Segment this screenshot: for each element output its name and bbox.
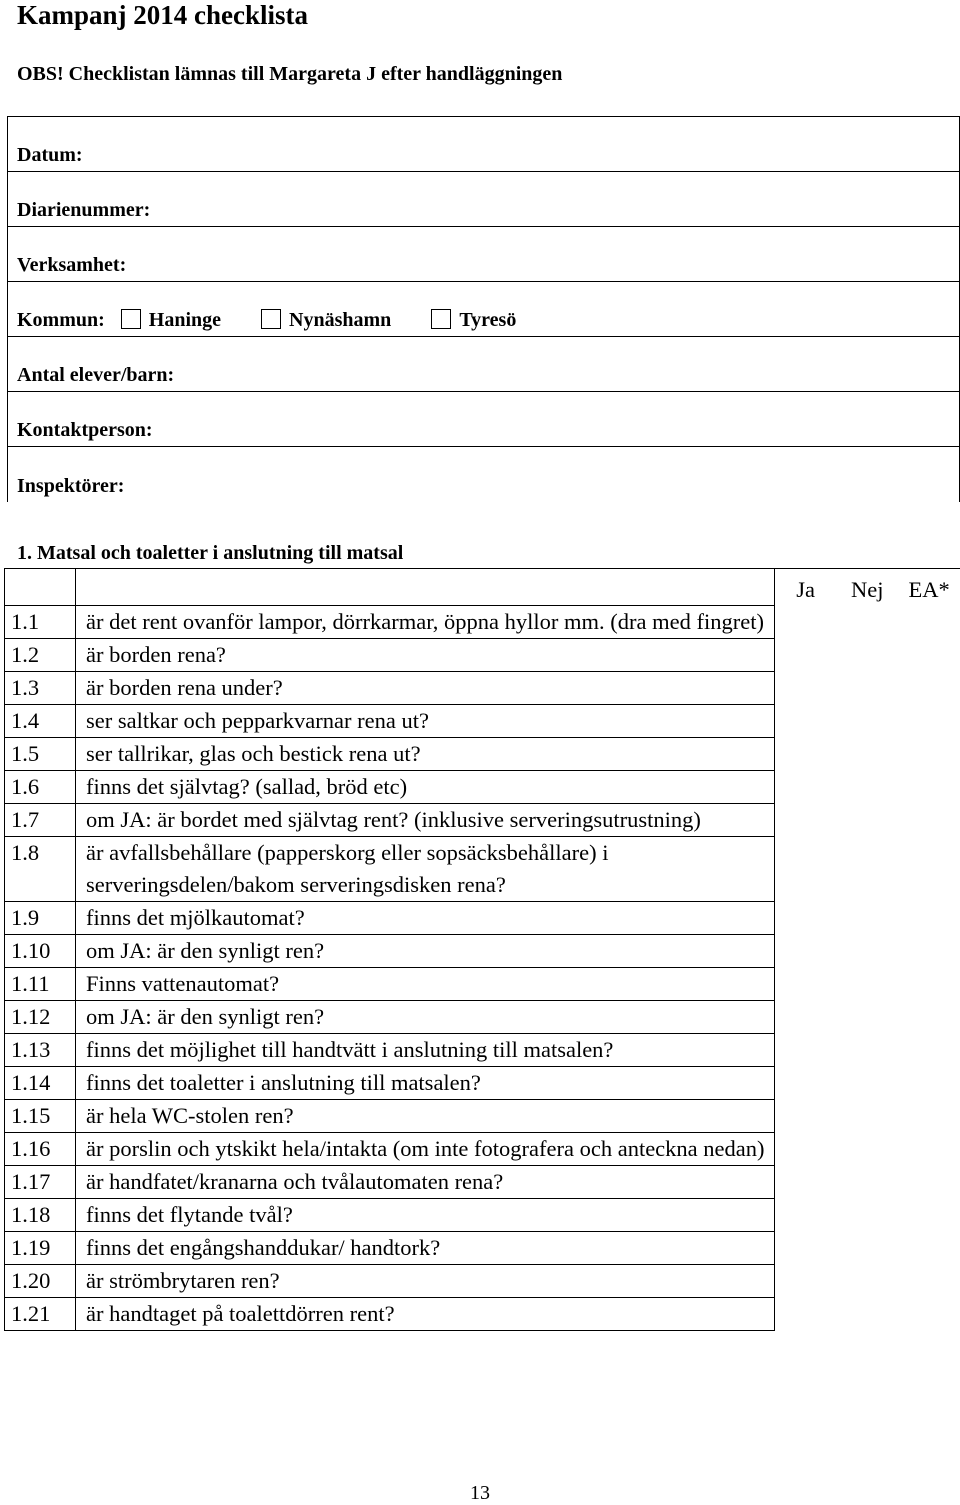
column-header-no: Nej <box>836 569 898 606</box>
answer-cell-no[interactable] <box>836 837 898 902</box>
checklist-row <box>5 672 960 705</box>
answer-cell-na[interactable] <box>898 738 960 771</box>
checklist-row <box>5 1265 960 1298</box>
answer-cell-no[interactable] <box>836 935 898 968</box>
header-blank-question <box>76 569 775 606</box>
item-question: är avfallsbehållare (papperskorg eller sopsäcksbehållare) i serveringsdelen/bakom serveringsdisken rena? <box>76 837 775 902</box>
answer-cell-na[interactable] <box>898 1001 960 1034</box>
answer-cell-na[interactable] <box>898 1100 960 1133</box>
checklist-row <box>5 1100 960 1133</box>
answer-cell-no[interactable] <box>836 606 898 639</box>
item-question: Finns vattenautomat? <box>76 968 775 1001</box>
checklist-row <box>5 1067 960 1100</box>
checklist-row <box>5 639 960 672</box>
answer-cell-yes[interactable] <box>775 1001 837 1034</box>
column-header-na: EA* <box>898 569 960 606</box>
answer-cell-yes[interactable] <box>775 1067 837 1100</box>
item-question: är porslin och ytskikt hela/intakta (om inte fotografera och anteckna nedan) <box>76 1133 775 1166</box>
item-question: finns det mjölkautomat? <box>76 902 775 935</box>
answer-cell-na[interactable] <box>898 1067 960 1100</box>
answer-cell-na[interactable] <box>898 1034 960 1067</box>
item-question: finns det toaletter i anslutning till matsalen? <box>76 1067 775 1100</box>
checklist-row <box>5 1001 960 1034</box>
checklist-row <box>5 968 960 1001</box>
item-question: finns det flytande tvål? <box>76 1199 775 1232</box>
answer-cell-yes[interactable] <box>775 1133 837 1166</box>
answer-cell-na[interactable] <box>898 606 960 639</box>
item-number: 1.9 <box>5 902 76 935</box>
answer-cell-yes[interactable] <box>775 935 837 968</box>
answer-cell-na[interactable] <box>898 968 960 1001</box>
item-number: 1.4 <box>5 705 76 738</box>
answer-cell-na[interactable] <box>898 902 960 935</box>
answer-cell-na[interactable] <box>898 771 960 804</box>
checkbox-nynashamn[interactable] <box>261 309 281 329</box>
item-question: är borden rena under? <box>76 672 775 705</box>
item-question: är handfatet/kranarna och tvålautomaten rena? <box>76 1166 775 1199</box>
business-field[interactable]: Verksamhet: <box>8 227 960 282</box>
column-header-yes: Ja <box>775 569 837 606</box>
item-question: om JA: är bordet med självtag rent? (inklusive serveringsutrustning) <box>76 804 775 837</box>
answer-cell-yes[interactable] <box>775 1298 837 1331</box>
date-field[interactable]: Datum: <box>8 117 960 172</box>
item-question: är det rent ovanför lampor, dörrkarmar, öppna hyllor mm. (dra med fingret) <box>76 606 775 639</box>
item-number: 1.12 <box>5 1001 76 1034</box>
answer-cell-na[interactable] <box>898 935 960 968</box>
answer-cell-yes[interactable] <box>775 1232 837 1265</box>
answer-cell-na[interactable] <box>898 1133 960 1166</box>
answer-cell-no[interactable] <box>836 705 898 738</box>
item-question: om JA: är den synligt ren? <box>76 1001 775 1034</box>
checklist-row <box>5 771 960 804</box>
item-number: 1.17 <box>5 1166 76 1199</box>
answer-cell-no[interactable] <box>836 1133 898 1166</box>
answer-cell-na[interactable] <box>898 837 960 902</box>
answer-cell-yes[interactable] <box>775 902 837 935</box>
answer-cell-yes[interactable] <box>775 1199 837 1232</box>
municipality-field <box>8 282 960 337</box>
answer-cell-no[interactable] <box>836 738 898 771</box>
answer-cell-yes[interactable] <box>775 1034 837 1067</box>
checklist-row <box>5 935 960 968</box>
answer-cell-na[interactable] <box>898 705 960 738</box>
checklist-row <box>5 705 960 738</box>
answer-cell-no[interactable] <box>836 1100 898 1133</box>
answer-cell-no[interactable] <box>836 639 898 672</box>
notice-text: OBS! Checklistan lämnas till Margareta J efter handläggningen <box>17 63 563 85</box>
inspectors-field[interactable]: Inspektörer: <box>8 447 960 502</box>
answer-cell-no[interactable] <box>836 1199 898 1232</box>
answer-cell-yes[interactable] <box>775 837 837 902</box>
answer-cell-no[interactable] <box>836 1166 898 1199</box>
section-heading: 1. Matsal och toaletter i anslutning till matsal <box>17 542 404 564</box>
item-question: är strömbrytaren ren? <box>76 1265 775 1298</box>
item-question: finns det självtag? (sallad, bröd etc) <box>76 771 775 804</box>
page-title: Kampanj 2014 checklista <box>17 0 309 30</box>
checklist-table <box>4 568 960 1331</box>
answer-cell-yes[interactable] <box>775 705 837 738</box>
answer-cell-yes[interactable] <box>775 1166 837 1199</box>
item-question: finns det engångshanddukar/ handtork? <box>76 1232 775 1265</box>
item-question: ser tallrikar, glas och bestick rena ut? <box>76 738 775 771</box>
answer-cell-na[interactable] <box>898 1199 960 1232</box>
item-number: 1.7 <box>5 804 76 837</box>
item-number: 1.16 <box>5 1133 76 1166</box>
pupils-field[interactable]: Antal elever/barn: <box>8 337 960 392</box>
checklist-row <box>5 1298 960 1331</box>
checklist-row <box>5 1133 960 1166</box>
option-haninge: Haninge <box>148 309 222 331</box>
checklist-row <box>5 606 960 639</box>
answer-cell-no[interactable] <box>836 804 898 837</box>
answer-cell-yes[interactable] <box>775 639 837 672</box>
page-number: 13 <box>470 1482 490 1504</box>
checklist-row <box>5 738 960 771</box>
item-number: 1.18 <box>5 1199 76 1232</box>
answer-cell-na[interactable] <box>898 1232 960 1265</box>
item-number: 1.6 <box>5 771 76 804</box>
answer-cell-yes[interactable] <box>775 606 837 639</box>
item-question: är hela WC-stolen ren? <box>76 1100 775 1133</box>
checklist-row <box>5 1166 960 1199</box>
item-number: 1.13 <box>5 1034 76 1067</box>
answer-cell-no[interactable] <box>836 1265 898 1298</box>
item-number: 1.10 <box>5 935 76 968</box>
answer-cell-no[interactable] <box>836 1034 898 1067</box>
answer-cell-no[interactable] <box>836 1232 898 1265</box>
item-number: 1.19 <box>5 1232 76 1265</box>
item-number: 1.3 <box>5 672 76 705</box>
checkbox-tyreso[interactable] <box>431 309 451 329</box>
checklist-row <box>5 1034 960 1067</box>
header-blank-num <box>5 569 76 606</box>
item-number: 1.1 <box>5 606 76 639</box>
item-number: 1.15 <box>5 1100 76 1133</box>
registration-number-field[interactable]: Diarienummer: <box>8 172 960 227</box>
item-question: ser saltkar och pepparkvarnar rena ut? <box>76 705 775 738</box>
item-number: 1.8 <box>5 837 76 902</box>
answer-cell-yes[interactable] <box>775 771 837 804</box>
contact-field[interactable]: Kontaktperson: <box>8 392 960 447</box>
checklist-row <box>5 1199 960 1232</box>
answer-cell-na[interactable] <box>898 804 960 837</box>
item-number: 1.14 <box>5 1067 76 1100</box>
item-question: finns det möjlighet till handtvätt i anslutning till matsalen? <box>76 1034 775 1067</box>
answer-cell-na[interactable] <box>898 1265 960 1298</box>
answer-cell-no[interactable] <box>836 771 898 804</box>
municipality-label: Kommun: <box>17 309 105 331</box>
answer-cell-na[interactable] <box>898 639 960 672</box>
option-nynashamn: Nynäshamn <box>289 309 392 331</box>
item-question: är handtaget på toalettdörren rent? <box>76 1298 775 1331</box>
answer-cell-no[interactable] <box>836 968 898 1001</box>
answer-cell-no[interactable] <box>836 1298 898 1331</box>
answer-cell-yes[interactable] <box>775 1100 837 1133</box>
answer-cell-no[interactable] <box>836 672 898 705</box>
checkbox-haninge[interactable] <box>121 309 141 329</box>
item-number: 1.5 <box>5 738 76 771</box>
checklist-row <box>5 804 960 837</box>
item-number: 1.11 <box>5 968 76 1001</box>
checklist-row <box>5 1232 960 1265</box>
answer-cell-yes[interactable] <box>775 1265 837 1298</box>
answer-cell-na[interactable] <box>898 1166 960 1199</box>
info-table <box>7 116 960 502</box>
item-number: 1.21 <box>5 1298 76 1331</box>
answer-cell-yes[interactable] <box>775 672 837 705</box>
answer-cell-na[interactable] <box>898 672 960 705</box>
item-number: 1.20 <box>5 1265 76 1298</box>
checklist-row <box>5 902 960 935</box>
answer-cell-yes[interactable] <box>775 968 837 1001</box>
answer-cell-yes[interactable] <box>775 738 837 771</box>
item-question: är borden rena? <box>76 639 775 672</box>
answer-cell-no[interactable] <box>836 1067 898 1100</box>
checklist-row <box>5 837 960 902</box>
answer-cell-yes[interactable] <box>775 804 837 837</box>
answer-cell-no[interactable] <box>836 1001 898 1034</box>
answer-cell-na[interactable] <box>898 1298 960 1331</box>
option-tyreso: Tyresö <box>459 309 517 331</box>
item-question: om JA: är den synligt ren? <box>76 935 775 968</box>
answer-cell-no[interactable] <box>836 902 898 935</box>
item-number: 1.2 <box>5 639 76 672</box>
